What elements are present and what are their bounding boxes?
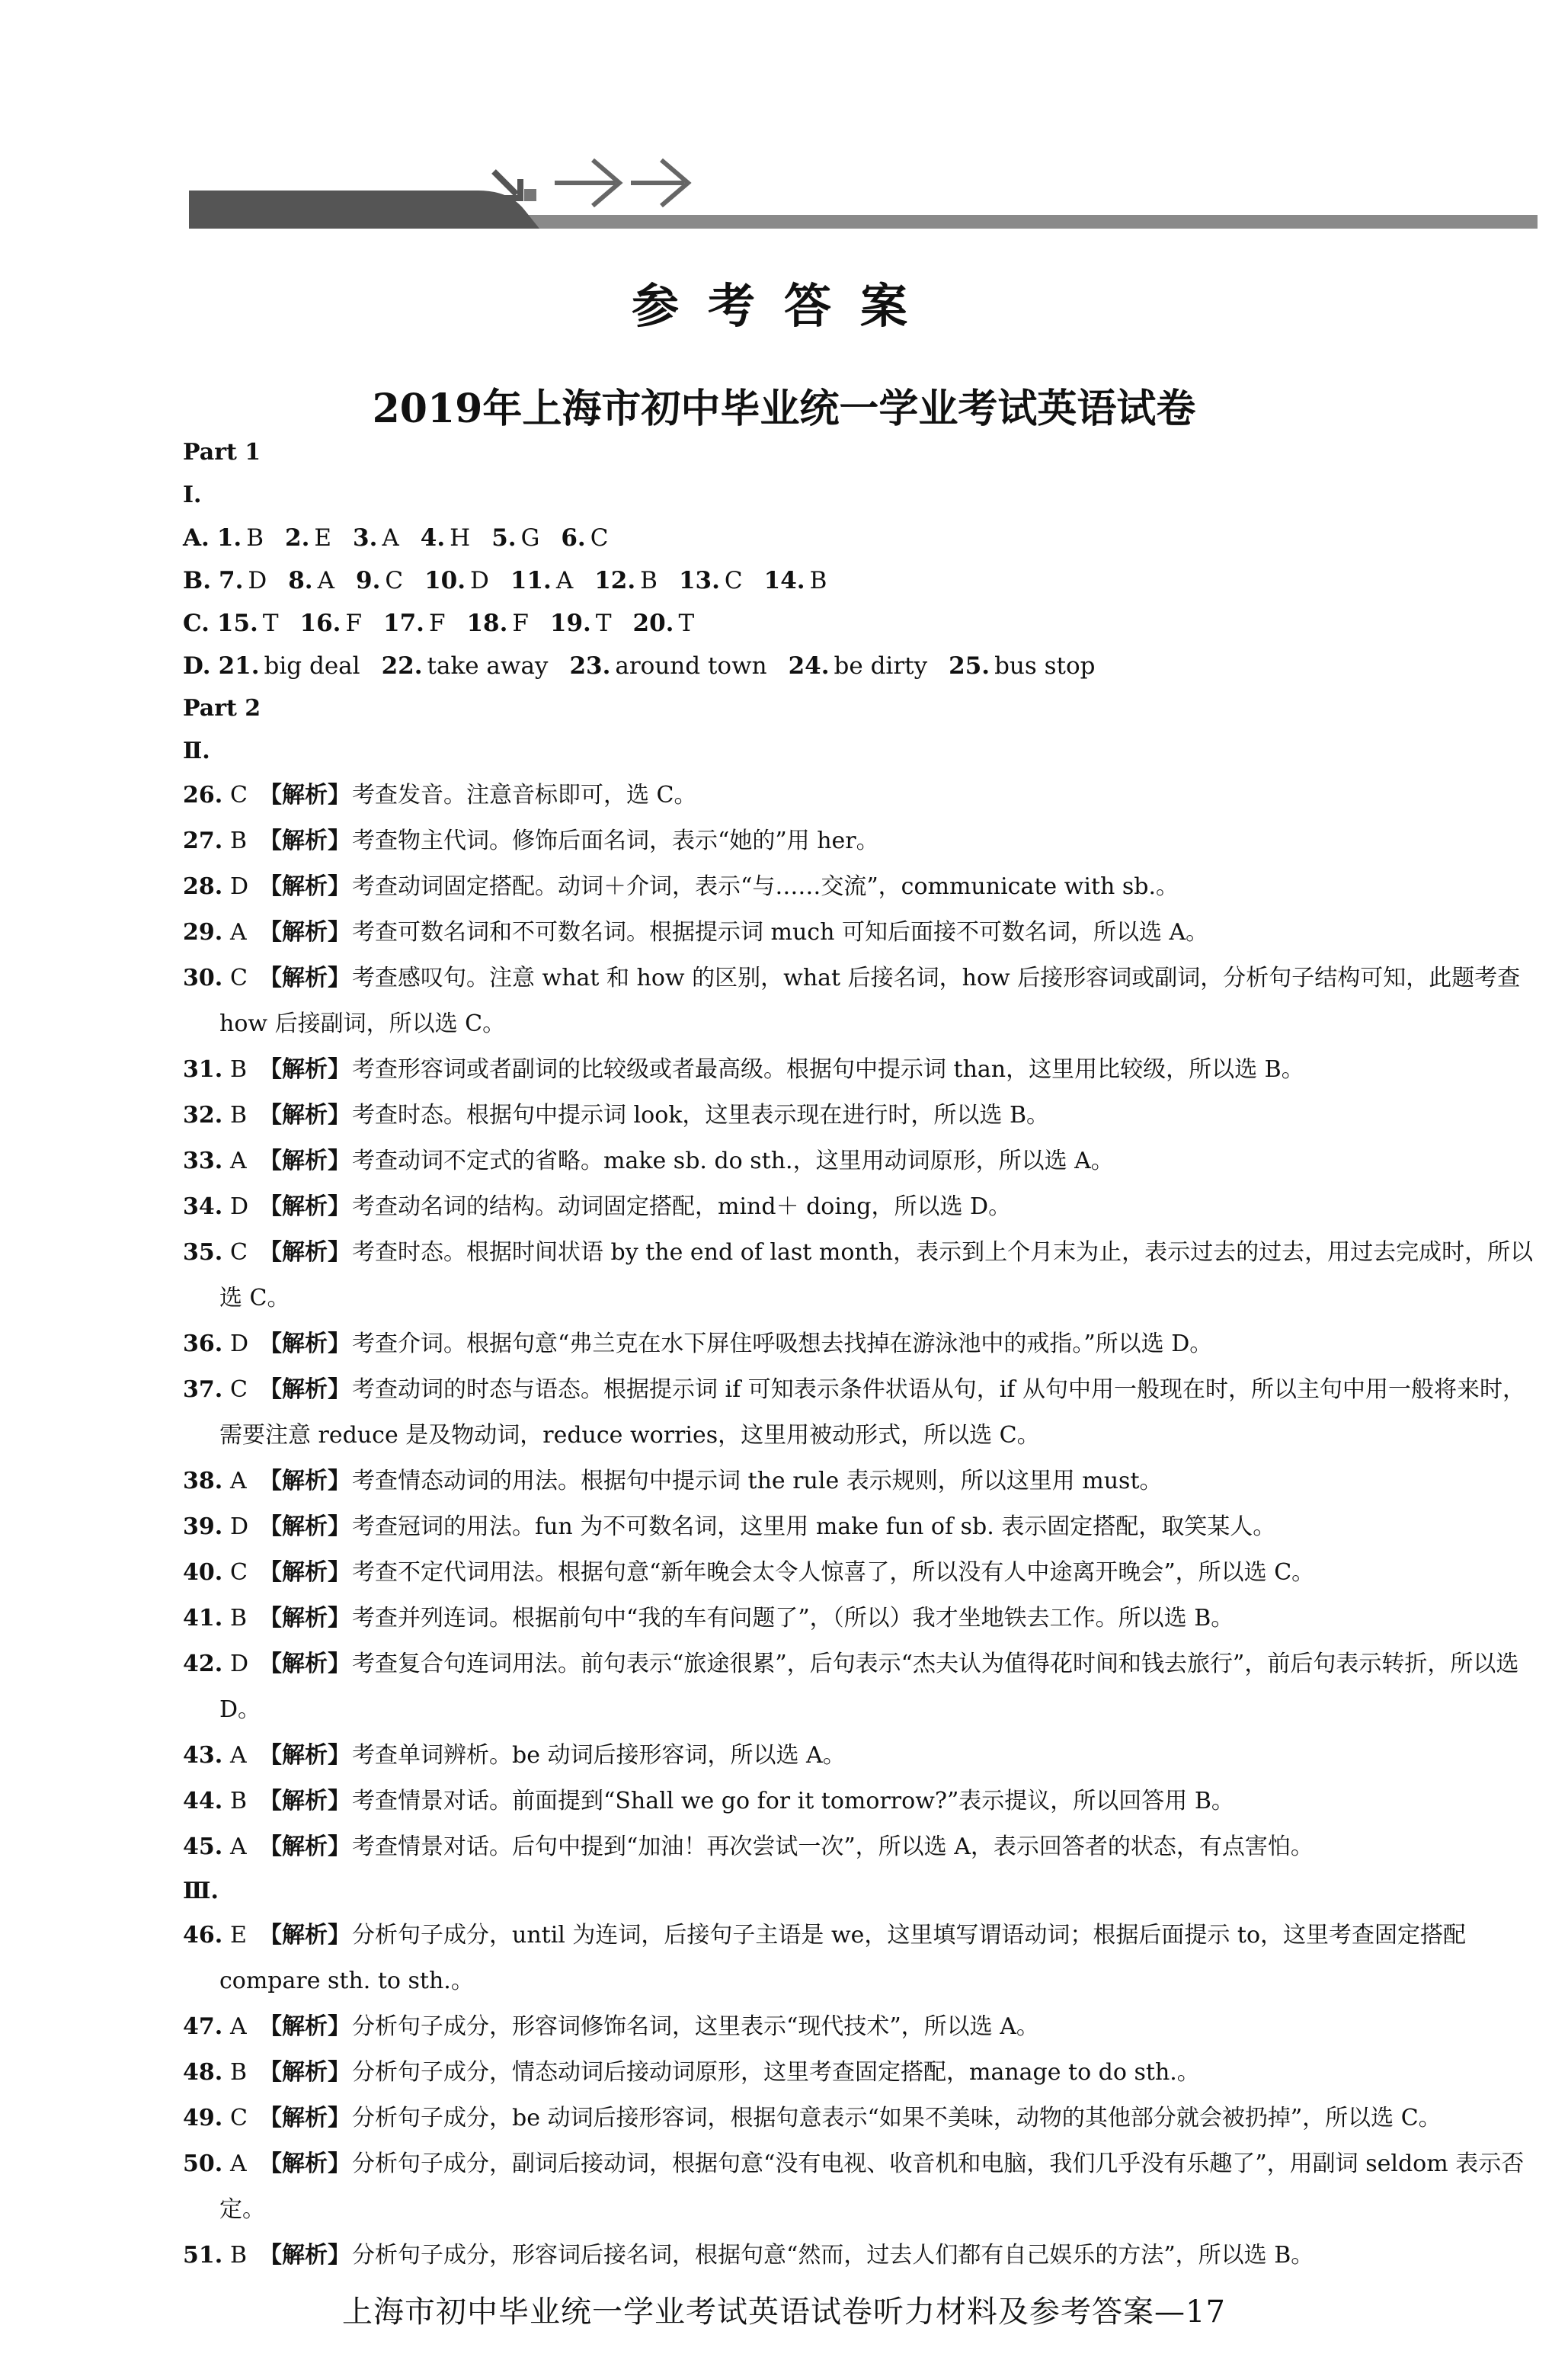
explanation-text: 分析句子成分，形容词修饰名词，这里表示“现代技术”，所以选 A。 xyxy=(352,2013,1039,2040)
analysis-tag: 【解析】 xyxy=(259,1102,350,1129)
answer-number: 13. xyxy=(678,567,720,594)
question-answer: A xyxy=(230,2013,247,2040)
answer-number: 9. xyxy=(356,567,381,594)
question-answer: A xyxy=(230,1148,247,1174)
answer-value: take away xyxy=(427,652,549,680)
question-explanation xyxy=(183,956,1535,1047)
question-number: 42. xyxy=(183,1651,223,1677)
question-answer: C xyxy=(230,965,248,991)
question-explanation xyxy=(183,1913,1535,2004)
question-answer: D xyxy=(230,1193,249,1220)
analysis-tag: 【解析】 xyxy=(259,965,350,991)
answer-number: 7. xyxy=(219,567,244,594)
answer-number: 1. xyxy=(216,524,242,552)
question-explanation xyxy=(183,1504,1535,1550)
explanation-text: 考查物主代词。修饰后面名词，表示“她的”用 her。 xyxy=(352,828,879,854)
answer-value: B xyxy=(246,524,264,552)
question-explanation xyxy=(183,2141,1535,2233)
page-footer: 上海市初中毕业统一学业考试英语试卷听力材料及参考答案—17 xyxy=(342,2295,1226,2330)
explanation-text: 考查复合句连词用法。前句表示“旅途很累”，后句表示“杰夫认为值得花时间和钱去旅行”，前后句表示转折，所以选 D。 xyxy=(219,1651,1519,1723)
answer-number: 16. xyxy=(299,610,341,637)
answer-value: A xyxy=(317,567,334,594)
question-answer: B xyxy=(230,2059,248,2086)
answer-item xyxy=(217,610,279,637)
answer-item xyxy=(288,567,334,594)
answer-line xyxy=(183,645,1535,687)
answer-item xyxy=(633,610,695,637)
question-number: 26. xyxy=(183,782,223,809)
answer-number: 20. xyxy=(632,610,674,637)
question-explanation xyxy=(183,1779,1535,1824)
question-explanation xyxy=(183,773,1535,818)
answer-item xyxy=(383,610,445,637)
question-number: 40. xyxy=(183,1559,223,1586)
answer-number: 17. xyxy=(383,610,424,637)
question-explanation xyxy=(183,1596,1535,1641)
answer-line-prefix: A. xyxy=(183,524,210,552)
section-2-label: Ⅱ. xyxy=(183,738,210,764)
answer-value: C xyxy=(724,567,743,594)
question-explanation xyxy=(183,1367,1535,1459)
question-answer: A xyxy=(230,2150,247,2177)
question-number: 32. xyxy=(183,1102,223,1129)
question-number: 34. xyxy=(183,1193,223,1220)
question-number: 28. xyxy=(183,873,223,900)
analysis-tag: 【解析】 xyxy=(259,1376,350,1403)
explanation-text: 考查不定代词用法。根据句意“新年晚会太令人惊喜了，所以没有人中途离开晚会”，所以选 C。 xyxy=(352,1559,1315,1586)
explanation-text: 考查形容词或者副词的比较级或者最高级。根据句中提示词 than，这里用比较级，所以选 B。 xyxy=(352,1056,1304,1083)
analysis-tag: 【解析】 xyxy=(259,2105,350,2131)
question-explanation xyxy=(183,1138,1535,1184)
question-explanation xyxy=(183,1093,1535,1138)
question-explanation xyxy=(183,1047,1535,1093)
answer-value: B xyxy=(809,567,827,594)
answer-value: A xyxy=(555,567,574,594)
question-answer: B xyxy=(230,1102,248,1129)
answer-item xyxy=(219,567,267,594)
answer-line-prefix: D. xyxy=(183,652,211,680)
answer-value: F xyxy=(428,610,446,637)
analysis-tag: 【解析】 xyxy=(259,1056,350,1083)
analysis-tag: 【解析】 xyxy=(259,1148,350,1174)
question-explanation xyxy=(183,1230,1535,1321)
exam-title: 2019年上海市初中毕业统一学业考试英语试卷 xyxy=(372,386,1196,432)
explanation-text: 考查情态动词的用法。根据句中提示词 the rule 表示规则，所以这里用 must。 xyxy=(352,1468,1163,1494)
answer-item xyxy=(594,567,658,594)
analysis-tag: 【解析】 xyxy=(259,1742,350,1769)
answer-value: F xyxy=(512,610,529,637)
question-number: 49. xyxy=(183,2105,223,2131)
part1-label: Part 1 xyxy=(183,439,261,466)
explanation-text: 分析句子成分，形容词后接名词，根据句意“然而，过去人们都有自己娱乐的方法”，所以选 B。 xyxy=(352,2242,1314,2269)
answer-number: 6. xyxy=(561,524,586,552)
question-explanation xyxy=(183,1824,1535,1870)
question-explanation xyxy=(183,1321,1535,1367)
answer-number: 21. xyxy=(218,652,260,680)
answer-value: T xyxy=(595,610,612,637)
answer-number: 22. xyxy=(381,652,423,680)
answer-item xyxy=(679,567,743,594)
question-number: 46. xyxy=(183,1922,223,1949)
analysis-tag: 【解析】 xyxy=(259,1193,350,1220)
answer-item xyxy=(789,652,928,680)
explanation-text: 考查时态。根据句中提示词 look，这里表示现在进行时，所以选 B。 xyxy=(352,1102,1050,1129)
question-explanation xyxy=(183,2050,1535,2096)
explanation-text: 考查感叹句。注意 what 和 how 的区别，what 后接名词，how 后接形容词或副词，分析句子结构可知，此题考查 how 后接副词，所以选 C。 xyxy=(219,965,1521,1037)
analysis-tag: 【解析】 xyxy=(259,2013,350,2040)
answer-number: 5. xyxy=(491,524,517,552)
question-answer: B xyxy=(230,1788,248,1814)
explanation-text: 考查动名词的结构。动词固定搭配，mind＋ doing，所以选 D。 xyxy=(352,1193,1012,1220)
answer-number: 24. xyxy=(788,652,830,680)
question-answer: A xyxy=(230,1742,247,1769)
analysis-tag: 【解析】 xyxy=(259,828,350,854)
answer-item xyxy=(949,652,1095,680)
explanation-text: 考查动词的时态与语态。根据提示词 if 可知表示条件状语从句，if 从句中用一般现在时，所以主句中用一般将来时，需要注意 reduce 是及物动词，reduce worries，这里用被动形式，所以选 C。 xyxy=(219,1376,1526,1449)
analysis-tag: 【解析】 xyxy=(259,1468,350,1494)
explanation-text: 考查并列连词。根据前句中“我的车有问题了”，（所以）我才坐地铁去工作。所以选 B。 xyxy=(352,1605,1234,1632)
analysis-tag: 【解析】 xyxy=(259,1651,350,1677)
answer-item xyxy=(561,524,608,552)
analysis-tag: 【解析】 xyxy=(259,782,350,809)
header-decoration xyxy=(189,145,1538,236)
question-explanation xyxy=(183,1184,1535,1230)
question-number: 30. xyxy=(183,965,223,991)
analysis-tag: 【解析】 xyxy=(259,2242,350,2269)
question-answer: C xyxy=(230,1239,248,1266)
explanation-text: 考查时态。根据时间状语 by the end of last month，表示到上个月末为止，表示过去的过去，用过去完成时，所以选 C。 xyxy=(219,1239,1534,1311)
answer-value: F xyxy=(345,610,362,637)
answer-value: C xyxy=(590,524,609,552)
answer-number: 8. xyxy=(288,567,313,594)
answer-item xyxy=(285,524,331,552)
analysis-tag: 【解析】 xyxy=(259,1788,350,1814)
answer-number: 12. xyxy=(594,567,636,594)
question-answer: B xyxy=(230,1605,248,1632)
question-explanation xyxy=(183,1641,1535,1733)
analysis-tag: 【解析】 xyxy=(259,1559,350,1586)
answer-number: 3. xyxy=(353,524,378,552)
explanation-text: 考查发音。注意音标即可，选 C。 xyxy=(352,782,697,809)
answer-line-prefix: B. xyxy=(183,567,211,594)
part1-answers xyxy=(183,517,1535,687)
answer-value: G xyxy=(520,524,540,552)
explanation-text: 考查介词。根据句意“弗兰克在水下屏住呼吸想去找掉在游泳池中的戒指。”所以选 D。 xyxy=(352,1331,1213,1357)
question-number: 39. xyxy=(183,1513,223,1540)
answer-item xyxy=(569,652,766,680)
answer-value: big deal xyxy=(264,652,360,680)
explanation-text: 考查单词辨析。be 动词后接形容词，所以选 A。 xyxy=(352,1742,846,1769)
answer-number: 11. xyxy=(510,567,552,594)
part2-label: Part 2 xyxy=(183,695,261,722)
question-answer: B xyxy=(230,2242,248,2269)
section-1-label: Ⅰ. xyxy=(183,482,202,508)
question-number: 48. xyxy=(183,2059,223,2086)
question-number: 41. xyxy=(183,1605,223,1632)
answer-value: T xyxy=(678,610,695,637)
answer-item xyxy=(421,524,470,552)
question-explanation xyxy=(183,1550,1535,1596)
question-number: 45. xyxy=(183,1833,223,1860)
answer-value: H xyxy=(450,524,471,552)
page-heading: 参考答案 xyxy=(631,278,936,334)
question-answer: D xyxy=(230,873,249,900)
question-number: 38. xyxy=(183,1468,223,1494)
question-answer: D xyxy=(230,1513,249,1540)
answer-value: D xyxy=(470,567,489,594)
answer-line-prefix: C. xyxy=(183,610,210,637)
answer-item xyxy=(356,567,403,594)
question-number: 31. xyxy=(183,1056,223,1083)
explanation-text: 考查动词不定式的省略。make sb. do sth.，这里用动词原形，所以选 A。 xyxy=(352,1148,1114,1174)
question-answer: C xyxy=(230,782,248,809)
question-number: 29. xyxy=(183,919,223,946)
question-number: 47. xyxy=(183,2013,223,2040)
answer-value: D xyxy=(248,567,267,594)
answer-number: 14. xyxy=(763,567,805,594)
answer-item xyxy=(764,567,827,594)
question-answer: E xyxy=(230,1922,247,1949)
answer-value: E xyxy=(314,524,332,552)
analysis-tag: 【解析】 xyxy=(259,1331,350,1357)
question-answer: D xyxy=(230,1651,249,1677)
question-number: 36. xyxy=(183,1331,223,1357)
question-explanation xyxy=(183,818,1535,864)
answer-number: 19. xyxy=(549,610,591,637)
question-number: 35. xyxy=(183,1239,223,1266)
analysis-tag: 【解析】 xyxy=(259,1605,350,1632)
answer-item xyxy=(491,524,539,552)
answer-value: B xyxy=(640,567,658,594)
question-explanation xyxy=(183,864,1535,910)
question-explanation xyxy=(183,2096,1535,2141)
analysis-tag: 【解析】 xyxy=(259,2150,350,2177)
question-answer: B xyxy=(230,1056,248,1083)
explanation-text: 考查可数名词和不可数名词。根据提示词 much 可知后面接不可数名词，所以选 A。 xyxy=(352,919,1209,946)
answer-content xyxy=(183,431,1535,2279)
question-answer: B xyxy=(230,828,248,854)
answer-line xyxy=(183,602,1535,645)
explanation-text: 考查情景对话。前面提到“Shall we go for it tomorrow?”表示提议，所以回答用 B。 xyxy=(352,1788,1234,1814)
answer-value: T xyxy=(262,610,279,637)
question-explanation xyxy=(183,2233,1535,2279)
question-answer: A xyxy=(230,1468,247,1494)
question-answer: C xyxy=(230,1559,248,1586)
answer-item xyxy=(353,524,399,552)
answer-item xyxy=(466,610,528,637)
question-answer: D xyxy=(230,1331,249,1357)
answer-number: 23. xyxy=(569,652,611,680)
explanation-text: 分析句子成分，副词后接动词，根据句意“没有电视、收音机和电脑，我们几乎没有乐趣了”，用副词 seldom 表示否定。 xyxy=(219,2150,1525,2223)
answer-number: 18. xyxy=(466,610,508,637)
answer-number: 4. xyxy=(420,524,446,552)
answer-item xyxy=(510,567,573,594)
question-answer: A xyxy=(230,1833,247,1860)
question-answer: C xyxy=(230,2105,248,2131)
question-number: 33. xyxy=(183,1148,223,1174)
explanation-text: 考查动词固定搭配。动词＋介词，表示“与……交流”，communicate with sb.。 xyxy=(352,873,1179,900)
question-explanation xyxy=(183,1459,1535,1504)
question-number: 44. xyxy=(183,1788,223,1814)
answer-item xyxy=(382,652,549,680)
section-3-questions xyxy=(183,1913,1535,2279)
answer-value: C xyxy=(385,567,404,594)
question-number: 37. xyxy=(183,1376,223,1403)
question-number: 27. xyxy=(183,828,223,854)
answer-item xyxy=(300,610,362,637)
analysis-tag: 【解析】 xyxy=(259,919,350,946)
answer-number: 2. xyxy=(285,524,310,552)
answer-value: bus stop xyxy=(994,652,1096,680)
answer-item xyxy=(219,652,360,680)
explanation-text: 分析句子成分，until 为连词，后接句子主语是 we，这里填写谓语动词；根据后面提示 to，这里考查固定搭配 compare sth. to sth.。 xyxy=(219,1922,1467,1994)
explanation-text: 分析句子成分，情态动词后接动词原形，这里考查固定搭配，manage to do sth.。 xyxy=(352,2059,1200,2086)
answer-line xyxy=(183,517,1535,559)
answer-number: 15. xyxy=(216,610,258,637)
answer-number: 10. xyxy=(424,567,466,594)
question-number: 50. xyxy=(183,2150,223,2177)
answer-item xyxy=(550,610,612,637)
answer-item xyxy=(424,567,489,594)
question-number: 51. xyxy=(183,2242,223,2269)
question-answer: C xyxy=(230,1376,248,1403)
answer-value: around town xyxy=(615,652,767,680)
analysis-tag: 【解析】 xyxy=(259,873,350,900)
section-2-questions xyxy=(183,773,1535,1870)
question-explanation xyxy=(183,910,1535,956)
analysis-tag: 【解析】 xyxy=(259,1239,350,1266)
section-3-label: Ⅲ. xyxy=(183,1878,219,1904)
answer-value: A xyxy=(382,524,399,552)
analysis-tag: 【解析】 xyxy=(259,2059,350,2086)
explanation-text: 考查情景对话。后句中提到“加油！再次尝试一次”，所以选 A，表示回答者的状态，有点害怕。 xyxy=(352,1833,1314,1860)
explanation-text: 分析句子成分，be 动词后接形容词，根据句意表示“如果不美味，动物的其他部分就会被扔掉”，所以选 C。 xyxy=(352,2105,1442,2131)
question-explanation xyxy=(183,1733,1535,1779)
answer-item xyxy=(217,524,264,552)
explanation-text: 考查冠词的用法。fun 为不可数名词，这里用 make fun of sb. 表示固定搭配，取笑某人。 xyxy=(352,1513,1276,1540)
answer-number: 25. xyxy=(949,652,990,680)
analysis-tag: 【解析】 xyxy=(259,1513,350,1540)
question-number: 43. xyxy=(183,1742,223,1769)
answer-line xyxy=(183,559,1535,602)
answer-value: be dirty xyxy=(834,652,928,680)
question-explanation xyxy=(183,2004,1535,2050)
analysis-tag: 【解析】 xyxy=(259,1922,350,1949)
question-answer: A xyxy=(230,919,247,946)
analysis-tag: 【解析】 xyxy=(259,1833,350,1860)
